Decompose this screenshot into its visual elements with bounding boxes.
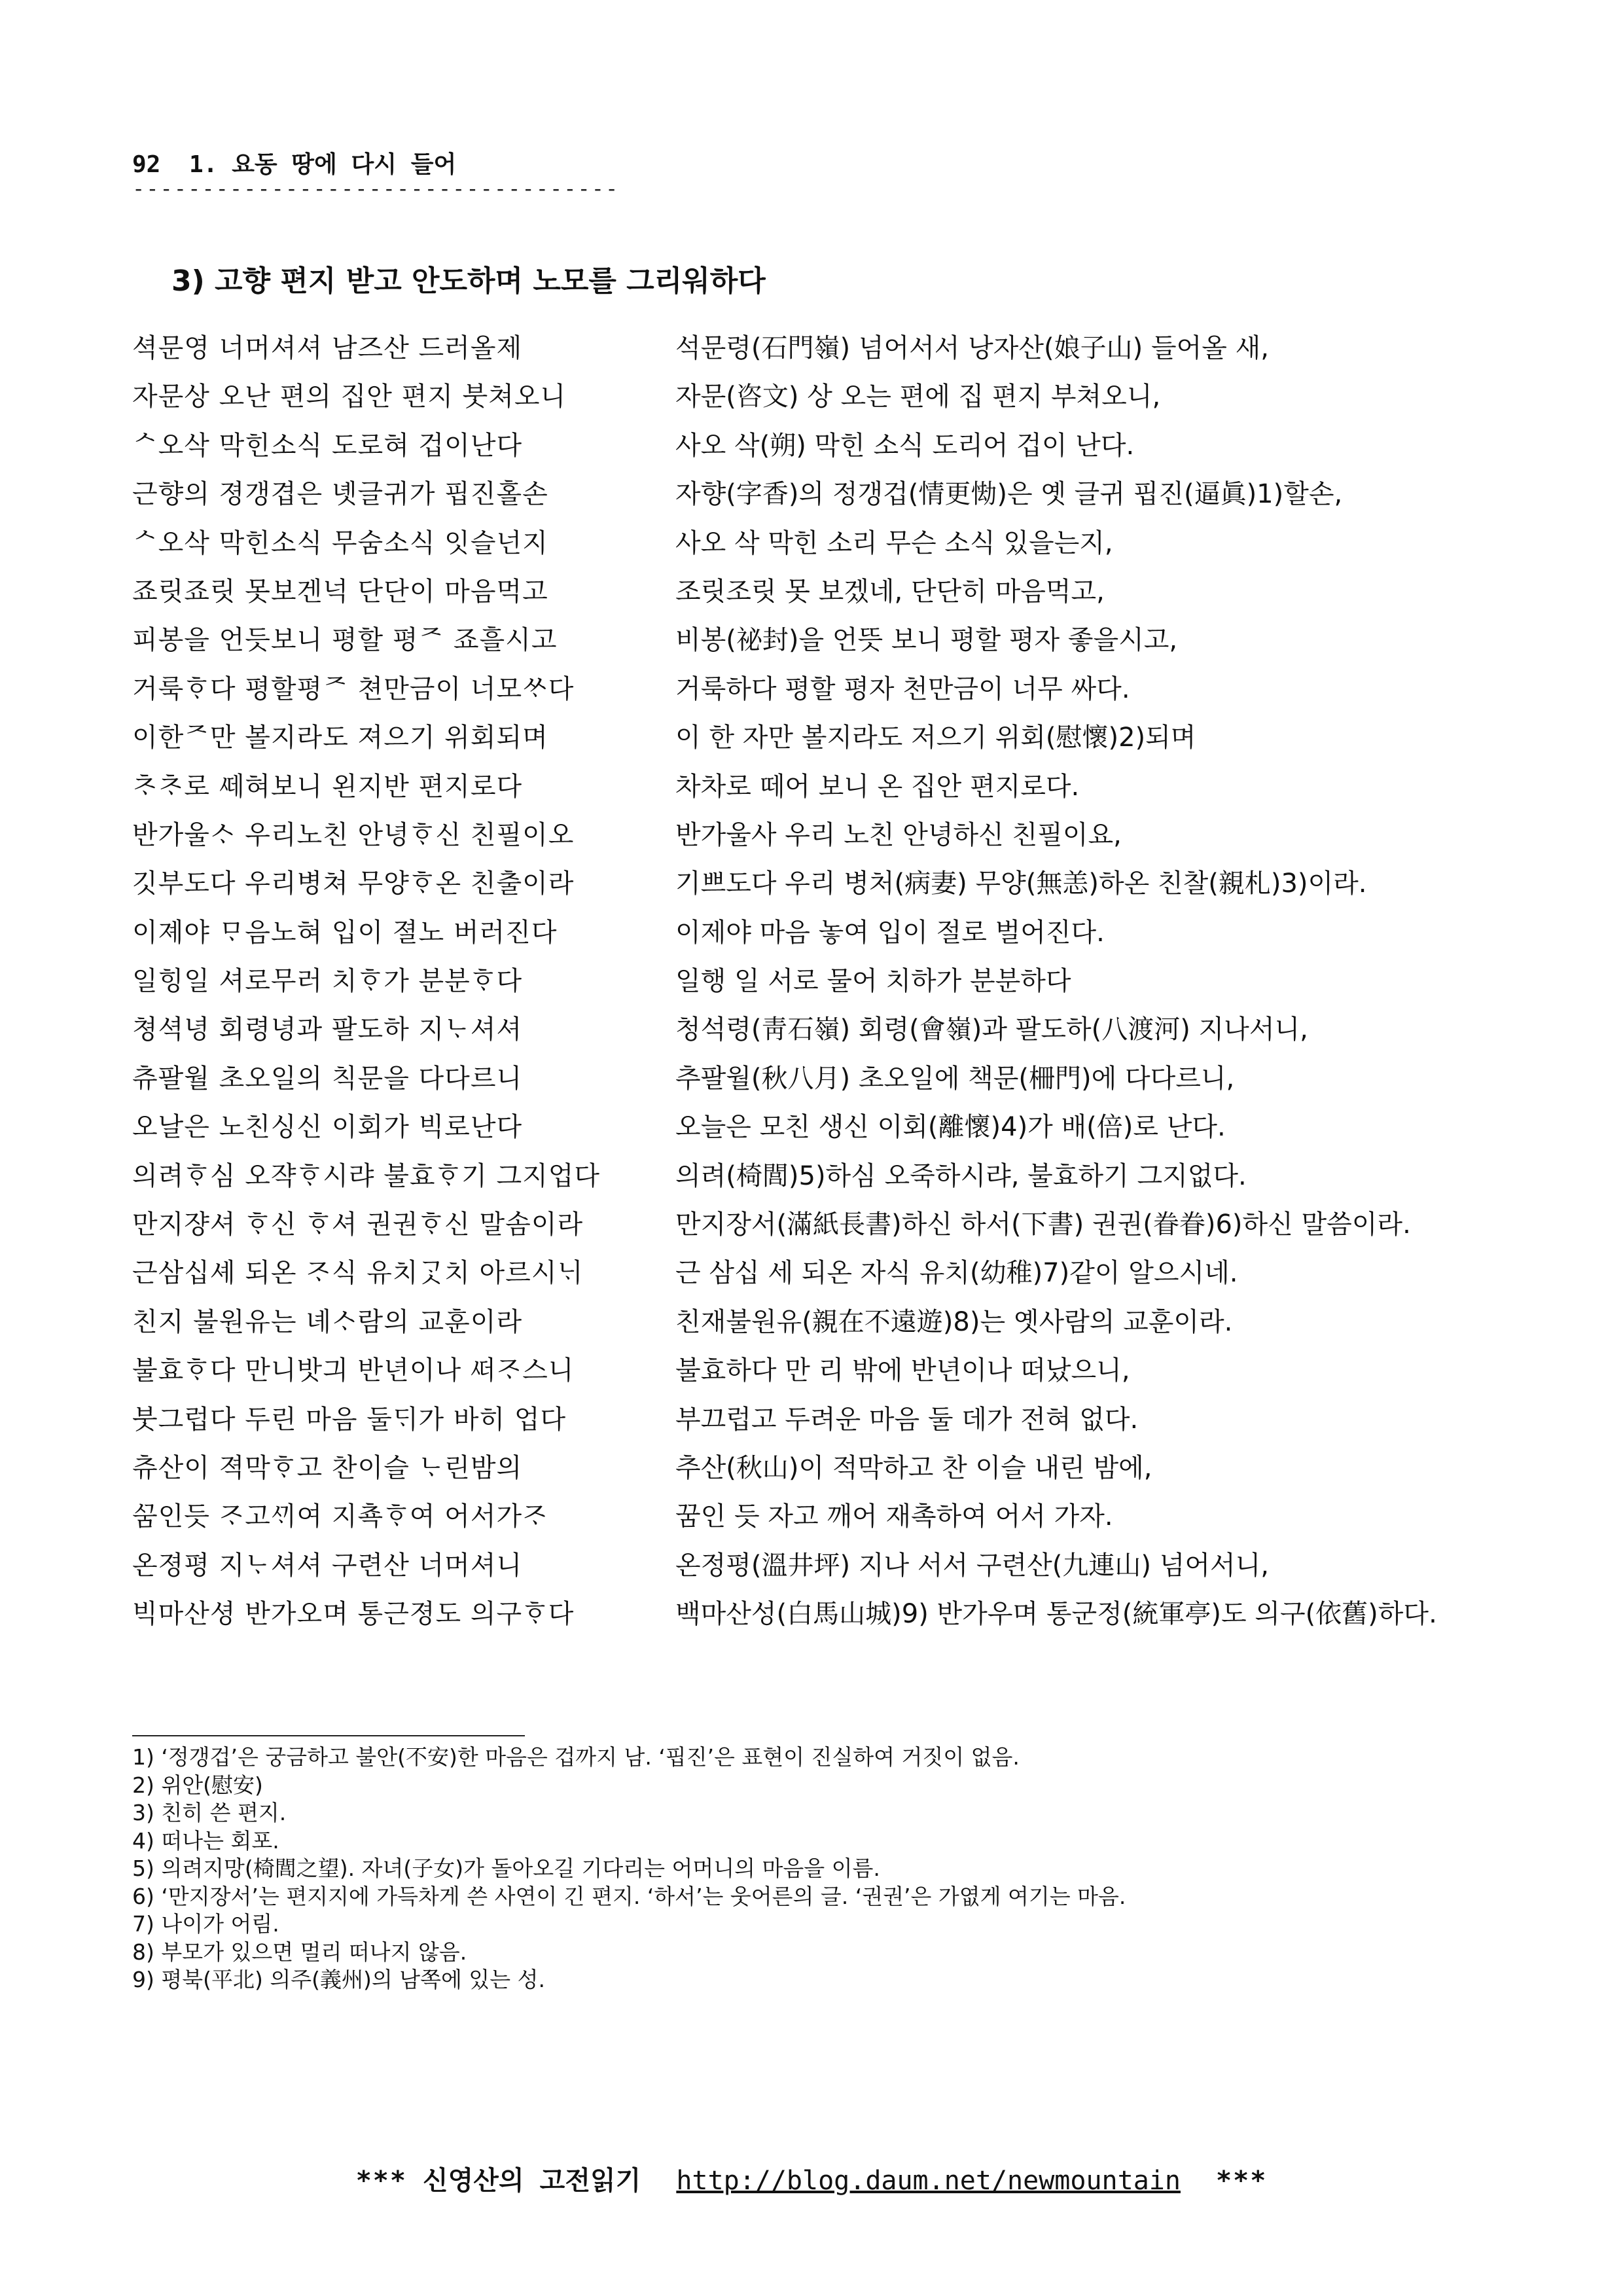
verse-original-text: 깃부도다 우리병쳐 무양ᄒᆞ온 친출이라 [132,869,575,899]
verse-original-text: ᄉ오삭 막힌소식 도로혀 겁이난다 [132,430,523,461]
verse-row [132,524,1507,572]
footer-site-name: 신영산의 고전읽기 [423,2166,641,2196]
verse-modern-text: 불효하다 만 리 밖에 반년이나 떠났으니, [675,1355,1130,1386]
verse-row [132,1302,1507,1351]
footnote-item: 6) ‘만지장서’는 편지지에 가득차게 쓴 사연이 긴 편지. ‘하서’는 웃어른의 글. ‘권권’은 가엾게 여기는 마음. [132,1883,1126,1909]
verse-modern-text: 석문령(石門嶺) 넘어서서 낭자산(娘子山) 들어올 새, [675,333,1269,363]
footnote-item: 9) 평북(平北) 의주(義州)의 남쪽에 있는 성. [132,1967,545,1992]
section-title: 3) 고향 편지 받고 안도하며 노모를 그리워하다 [171,264,766,298]
verse-modern-text: 조릿조릿 못 보겠네, 단단히 마음먹고, [675,576,1105,607]
verse-row [132,377,1507,425]
verse-row [132,1205,1507,1253]
running-header [132,149,662,196]
footnote-item: 7) 나이가 어림. [132,1911,279,1937]
verse-modern-text: 반가울사 우리 노친 안녕하신 친필이요, [675,819,1122,850]
verse-modern-text: 꿈인 듯 자고 깨어 재촉하여 어서 가자. [675,1501,1113,1532]
verse-original-text: 피봉을 언듯보니 평할 평ᄌ 죠흘시고 [132,625,558,656]
verse-table [132,329,1507,1643]
verse-original-text: 츄산이 젹막ᄒᆞ고 찬이슬 ᄂᆞ린밤의 [132,1452,523,1483]
verse-modern-text: 차차로 떼어 보니 온 집안 편지로다. [675,771,1080,802]
verse-original-text: 붓그럽다 두린 마음 둘ᄃᆡ가 바히 업다 [132,1404,567,1435]
verse-modern-text: 온정평(溫井坪) 지나 서서 구련산(九連山) 넘어서니, [675,1550,1269,1581]
verse-row [132,620,1507,669]
verse-row [132,1157,1507,1205]
verse-modern-text: 근 삼십 세 되온 자식 유치(幼稚)7)같이 알으시네. [675,1258,1238,1289]
verse-original-text: ᄎᆞᄎᆞ로 ᄯᅦ혀보니 왼지반 편지로다 [132,771,523,802]
verse-row [132,1497,1507,1545]
verse-original-text: 근향의 졍갱겹은 녯글귀가 핍진홀손 [132,479,548,510]
verse-row [132,718,1507,766]
verse-row [132,1546,1507,1594]
verse-modern-text: 오늘은 모친 생신 이회(離懷)4)가 배(倍)로 난다. [675,1112,1226,1143]
footnote-item: 3) 친히 쓴 편지. [132,1800,287,1825]
verse-original-text: 쳥셕녕 회령녕과 팔도하 지ᄂᆞ셔셔 [132,1014,523,1045]
verse-row [132,1351,1507,1399]
footnote-item: 4) 떠나는 회포. [132,1827,279,1854]
verse-modern-text: 추산(秋山)이 적막하고 찬 이슬 내린 밤에, [675,1452,1152,1483]
verse-row [132,913,1507,961]
verse-modern-text: 만지장서(滿紙長書)하신 하서(下書) 권권(眷眷)6)하신 말씀이라. [675,1210,1411,1240]
footnote-item: 1) ‘정갱겁’은 궁금하고 불안(不安)한 마음은 겁까지 남. ‘핍진’은 표현이 진실하여 거짓이 없음. [132,1744,1020,1770]
verse-modern-text: 비봉(祕封)을 언뜻 보니 평할 평자 좋을시고, [675,625,1178,656]
verse-row [132,1107,1507,1156]
verse-original-text: 죠릿죠릿 못보겐넉 단단이 마음먹고 [132,576,548,607]
verse-original-text: 오날은 노친싱신 이회가 빅로난다 [132,1112,523,1143]
verse-original-text: 의려ᄒᆞ심 오쟉ᄒᆞ시랴 불효ᄒᆞ기 그지업다 [132,1160,601,1191]
verse-row [132,864,1507,912]
footer-url-link[interactable]: http://blog.daum.net/newmountain [676,2166,1181,2196]
footnote-divider [132,1735,525,1736]
page-footer [0,2160,1623,2197]
chapter-title: 1. 요동 땅에 다시 들어 [189,151,457,178]
verse-original-text: 근삼십셰 되온 ᄌᆞ식 유치ᄀᆞᆺ치 아르시ᄂᆡ [132,1258,584,1289]
verse-original-text: 츄팔월 초오일의 칙문을 다다르니 [132,1063,523,1094]
verse-row [132,961,1507,1010]
verse-modern-text: 기쁘도다 우리 병처(病妻) 무양(無恙)하온 친찰(親札)3)이라. [675,869,1367,899]
verse-row [132,426,1507,475]
verse-row [132,767,1507,816]
footer-right-stars: *** [1216,2166,1268,2196]
verse-original-text: 불효ᄒᆞ다 만니밧긔 반년이나 ᄯᅥᄌᆞ스니 [132,1355,575,1386]
verse-modern-text: 사오 삭(朔) 막힌 소식 도리어 겁이 난다. [675,430,1135,461]
verse-row [132,1059,1507,1107]
verse-row [132,1400,1507,1448]
verse-row [132,572,1507,620]
footnote-item: 2) 위안(慰安) [132,1772,263,1798]
verse-modern-text: 부끄럽고 두려운 마음 둘 데가 전혀 없다. [675,1404,1139,1435]
verse-row [132,816,1507,864]
verse-original-text: 반가울ᄉᆞ 우리노친 안녕ᄒᆞ신 친필이오 [132,819,575,850]
verse-modern-text: 청석령(靑石嶺) 회령(會嶺)과 팔도하(八渡河) 지나서니, [675,1014,1308,1045]
verse-original-text: 이졔야 ᄆᆞ음노혀 입이 졀노 버러진다 [132,917,558,948]
verse-row [132,1010,1507,1058]
header-line [132,149,662,181]
verse-modern-text: 사오 삭 막힌 소리 무슨 소식 있을는지, [675,528,1113,558]
verse-original-text: 일힝일 셔로무러 치ᄒᆞ가 분분ᄒᆞ다 [132,966,523,997]
verse-row [132,1448,1507,1497]
verse-row [132,475,1507,523]
footnote-item: 5) 의려지망(椅閭之望). 자녀(子女)가 돌아오길 기다리는 어머니의 마음을 이름. [132,1856,880,1881]
verse-modern-text: 자향(字香)의 정갱겁(情更㤼)은 옛 글귀 핍진(逼眞)1)할손, [675,479,1343,510]
page-number: 92 [132,151,161,178]
verse-original-text: 온졍평 지ᄂᆞ셔셔 구련산 너머셔니 [132,1550,523,1581]
footnote-item: 8) 부모가 있으면 멀리 떠나지 않음. [132,1939,467,1965]
verse-modern-text: 자문(咨文) 상 오는 편에 집 편지 부쳐오니, [675,382,1161,412]
verse-original-text: 셕문영 너머셔셔 남즈산 드러올제 [132,333,523,363]
verse-original-text: 거룩ᄒᆞ다 평할평ᄌ 쳔만금이 너모ᄊᆞ다 [132,673,575,704]
verse-modern-text: 친재불원유(親在不遠遊)8)는 옛사람의 교훈이라. [675,1306,1233,1337]
footnote-list [132,1744,1507,1994]
verse-modern-text: 이 한 자만 볼지라도 저으기 위회(慰懷)2)되며 [675,723,1196,753]
verse-modern-text: 백마산성(白馬山城)9) 반가우며 통군정(統軍亭)도 의구(依舊)하다. [675,1599,1437,1630]
verse-modern-text: 이제야 마음 놓여 입이 절로 벌어진다. [675,917,1105,948]
verse-modern-text: 추팔월(秋八月) 초오일에 책문(柵門)에 다다르니, [675,1063,1235,1094]
verse-original-text: ᄉ오삭 막힌소식 무숨소식 잇슬넌지 [132,528,548,558]
verse-original-text: 친지 불원유는 녜ᄉᆞ람의 교훈이라 [132,1306,523,1337]
verse-original-text: 빅마산셩 반가오며 통근졍도 의구ᄒᆞ다 [132,1599,575,1630]
verse-original-text: 만지쟝셔 ᄒᆞ신 ᄒᆞ셔 권권ᄒᆞ신 말솜이라 [132,1210,584,1240]
verse-row [132,1594,1507,1643]
header-dashed-rule: ----------------------------------- [132,181,620,196]
verse-row [132,670,1507,718]
verse-original-text: ᄭᅮᆷ인듯 ᄌᆞ고ᄭᆡ여 지쵹ᄒᆞ여 어서가ᄌᆞ [132,1501,548,1532]
verse-modern-text: 의려(椅閭)5)하심 오죽하시랴, 불효하기 그지없다. [675,1160,1247,1191]
verse-modern-text: 거룩하다 평할 평자 천만금이 너무 싸다. [675,673,1130,704]
verse-original-text: 이한ᄌ만 볼지라도 져으기 위회되며 [132,723,548,753]
verse-modern-text: 일행 일 서로 물어 치하가 분분하다 [675,966,1071,997]
verse-original-text: 자문상 오난 편의 집안 편지 붓쳐오니 [132,382,567,412]
verse-row [132,1253,1507,1302]
verse-row [132,329,1507,377]
footer-left-stars: *** [355,2166,407,2196]
